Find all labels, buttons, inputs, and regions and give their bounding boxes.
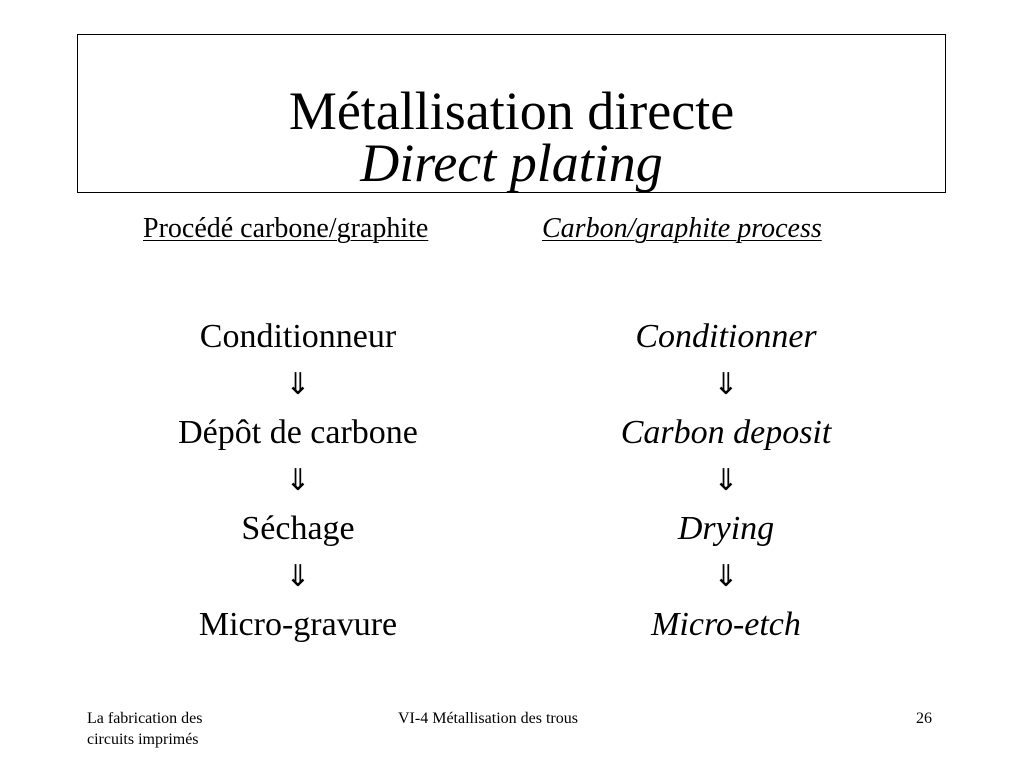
- step-fr-1: Conditionneur: [199, 318, 397, 355]
- heading-french-process: Procédé carbone/graphite: [143, 213, 429, 244]
- down-double-arrow-icon: ⇓: [713, 559, 739, 594]
- down-double-arrow-icon: ⇓: [713, 463, 739, 498]
- french-steps-column: [98, 313, 498, 649]
- title-french: Métallisation directe: [288, 81, 735, 141]
- step-en-4: Micro-etch: [651, 606, 801, 643]
- heading-english-process: Carbon/graphite process: [542, 213, 822, 244]
- down-double-arrow-icon: ⇓: [285, 367, 311, 402]
- english-steps-column: [526, 313, 926, 649]
- page-number: 26: [916, 710, 932, 727]
- down-double-arrow-icon: ⇓: [285, 463, 311, 498]
- footer-course-title-line-2: circuits imprimés: [87, 731, 199, 748]
- title-english: Direct plating: [360, 133, 663, 193]
- step-fr-3: Séchage: [241, 510, 355, 547]
- down-double-arrow-icon: ⇓: [713, 367, 739, 402]
- step-fr-4: Micro-gravure: [198, 606, 398, 643]
- step-en-2: Carbon deposit: [620, 414, 832, 451]
- footer-section-title: VI-4 Métallisation des trous: [398, 710, 578, 727]
- step-en-1: Conditionner: [635, 318, 817, 355]
- footer-course-title: [87, 708, 203, 750]
- step-en-3: Drying: [677, 510, 775, 547]
- down-double-arrow-icon: ⇓: [285, 559, 311, 594]
- title-box: [77, 34, 946, 193]
- footer-course-title-line-1: La fabrication des: [87, 710, 203, 727]
- step-fr-2: Dépôt de carbone: [178, 414, 418, 451]
